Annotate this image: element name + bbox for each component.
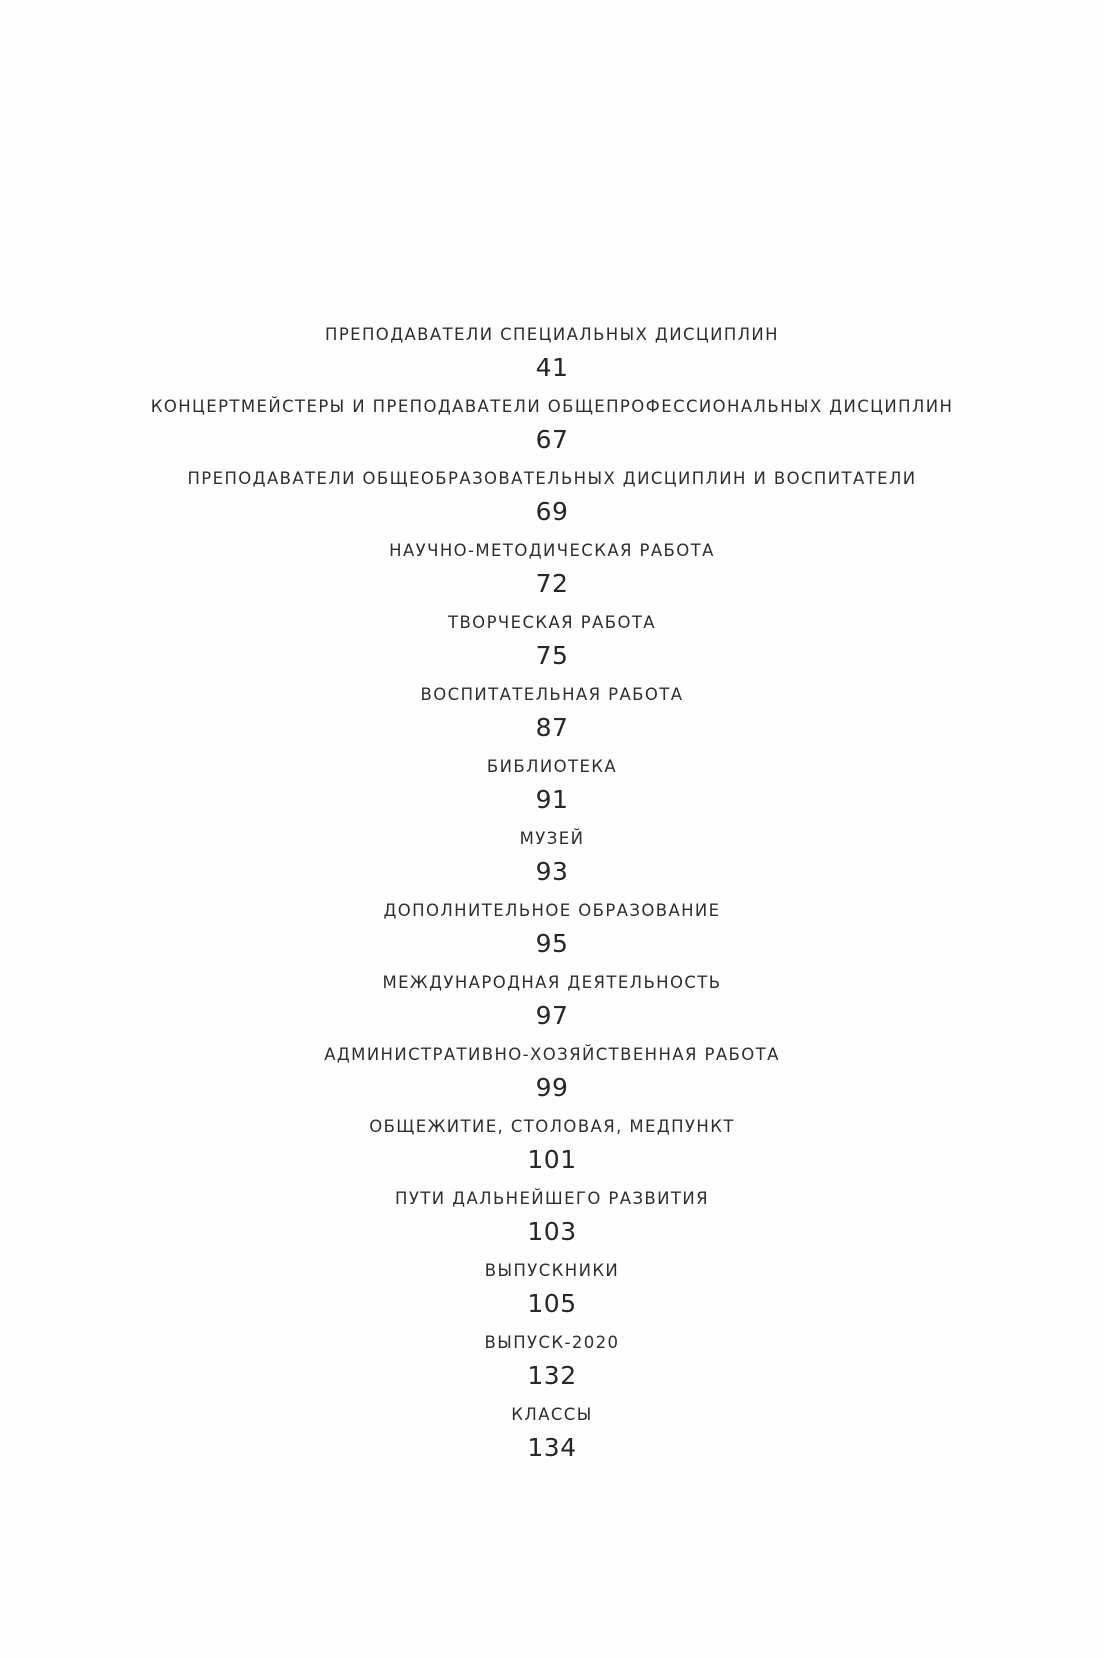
toc-entry-title: ПУТИ ДАЛЬНЕЙШЕГО РАЗВИТИЯ xyxy=(395,1189,709,1208)
toc-entry xyxy=(0,754,1104,826)
toc-entry-title: КОНЦЕРТМЕЙСТЕРЫ И ПРЕПОДАВАТЕЛИ ОБЩЕПРОФЕССИОНАЛЬНЫХ ДИСЦИПЛИН xyxy=(150,397,954,416)
toc-entry-page-number: 87 xyxy=(535,713,569,742)
toc-entry xyxy=(0,394,1104,466)
toc-entry xyxy=(0,826,1104,898)
toc-entry-title: ОБЩЕЖИТИЕ, СТОЛОВАЯ, МЕДПУНКТ xyxy=(369,1117,735,1136)
toc-entry xyxy=(0,610,1104,682)
toc-entry xyxy=(0,1042,1104,1114)
toc-entry-page-number: 97 xyxy=(535,1001,569,1030)
toc-entry-title: МЕЖДУНАРОДНАЯ ДЕЯТЕЛЬНОСТЬ xyxy=(382,973,722,992)
toc-entry-page-number: 99 xyxy=(535,1073,569,1102)
toc-entry-title: ВОСПИТАТЕЛЬНАЯ РАБОТА xyxy=(420,685,684,704)
toc-entry xyxy=(0,1114,1104,1186)
toc-entry-page-number: 134 xyxy=(527,1433,577,1462)
table-of-contents xyxy=(0,322,1104,1474)
toc-entry-title: ДОПОЛНИТЕЛЬНОЕ ОБРАЗОВАНИЕ xyxy=(383,901,721,920)
toc-entry-page-number: 93 xyxy=(535,857,569,886)
toc-entry-page-number: 72 xyxy=(535,569,569,598)
toc-entry-title: МУЗЕЙ xyxy=(519,829,585,848)
toc-entry xyxy=(0,898,1104,970)
toc-entry-page-number: 91 xyxy=(535,785,569,814)
toc-entry-page-number: 95 xyxy=(535,929,569,958)
toc-entry-page-number: 105 xyxy=(527,1289,577,1318)
toc-entry-title: ВЫПУСКНИКИ xyxy=(484,1261,620,1280)
toc-entry xyxy=(0,466,1104,538)
toc-entry xyxy=(0,322,1104,394)
toc-entry-title: КЛАССЫ xyxy=(511,1405,593,1424)
toc-entry-title: БИБЛИОТЕКА xyxy=(486,757,618,776)
toc-entry-title: ТВОРЧЕСКАЯ РАБОТА xyxy=(447,613,656,632)
toc-entry-page-number: 101 xyxy=(527,1145,577,1174)
toc-entry-title: НАУЧНО-МЕТОДИЧЕСКАЯ РАБОТА xyxy=(389,541,715,560)
toc-entry-title: ВЫПУСК-2020 xyxy=(484,1333,620,1352)
toc-entry xyxy=(0,682,1104,754)
toc-entry-page-number: 132 xyxy=(527,1361,577,1390)
toc-entry-page-number: 75 xyxy=(535,641,569,670)
toc-entry xyxy=(0,1258,1104,1330)
toc-entry xyxy=(0,538,1104,610)
toc-entry xyxy=(0,1186,1104,1258)
toc-entry-page-number: 41 xyxy=(535,353,569,382)
toc-entry-page-number: 69 xyxy=(535,497,569,526)
toc-entry xyxy=(0,1330,1104,1402)
toc-entry-title: АДМИНИСТРАТИВНО-ХОЗЯЙСТВЕННАЯ РАБОТА xyxy=(324,1045,780,1064)
toc-entry xyxy=(0,1402,1104,1474)
toc-entry-title: ПРЕПОДАВАТЕЛИ СПЕЦИАЛЬНЫХ ДИСЦИПЛИН xyxy=(325,325,779,344)
toc-entry-page-number: 103 xyxy=(527,1217,577,1246)
toc-entry-page-number: 67 xyxy=(535,425,569,454)
toc-entry xyxy=(0,970,1104,1042)
toc-entry-title: ПРЕПОДАВАТЕЛИ ОБЩЕОБРАЗОВАТЕЛЬНЫХ ДИСЦИПЛИН И ВОСПИТАТЕЛИ xyxy=(187,469,917,488)
